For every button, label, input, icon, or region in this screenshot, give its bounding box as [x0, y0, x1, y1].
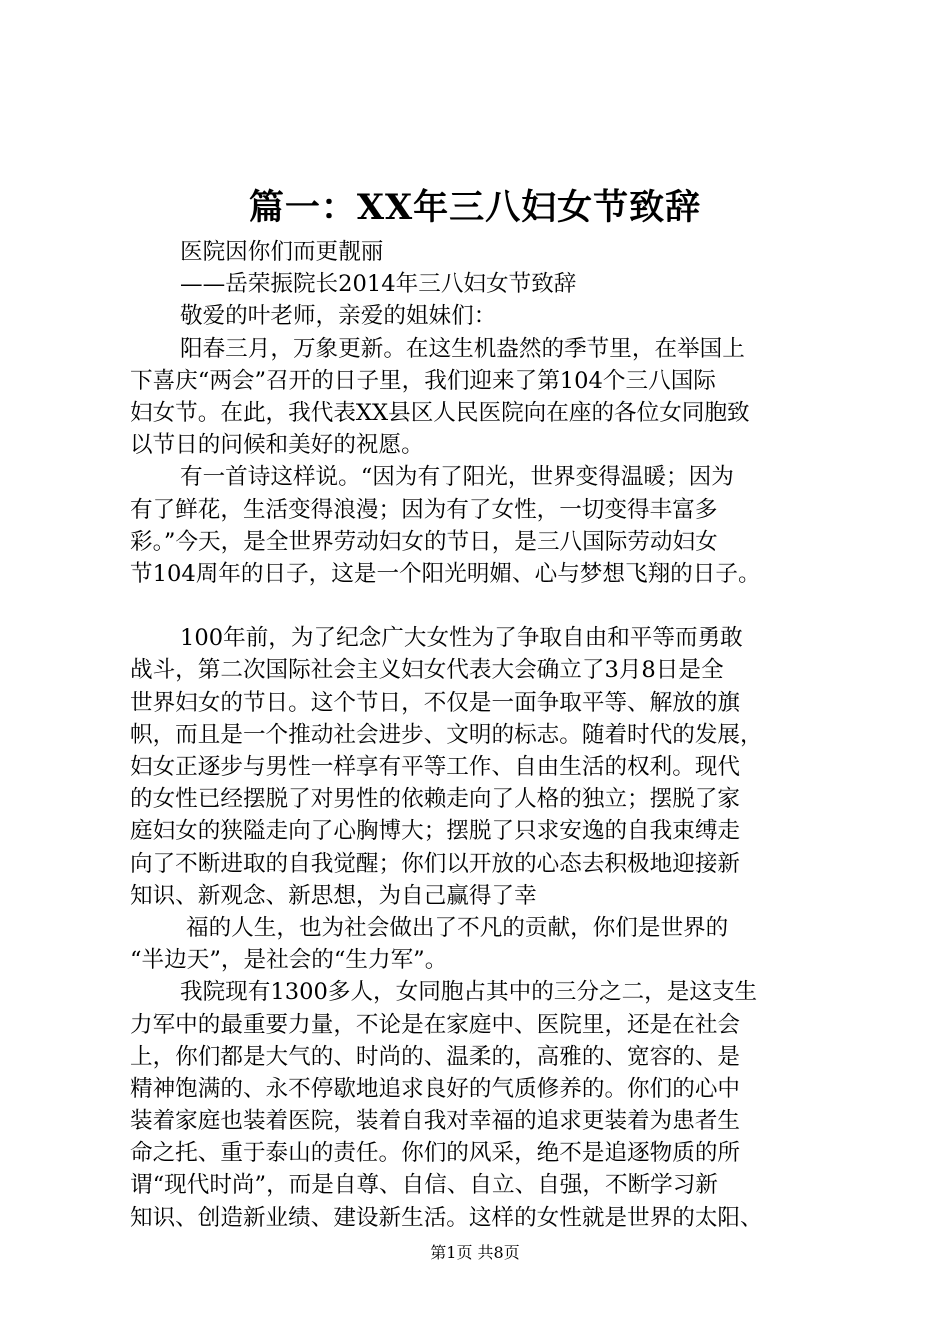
paragraph-line: 下喜庆“两会”召开的日子里，我们迎来了第104个三八国际: [130, 367, 716, 394]
salutation-line: 敬爱的叶老师，亲爱的姐妹们：: [180, 303, 497, 330]
paragraph-line: 命之托、重于泰山的责任。你们的风采，绝不是追逐物质的所: [130, 1140, 741, 1167]
paragraph-line: 100年前，为了纪念广大女性为了争取自由和平等而勇敢: [180, 625, 743, 652]
paragraph-line: 节104周年的日子，这是一个阳光明媚、心与梦想飞翔的日子。: [130, 560, 761, 587]
paragraph-line: 谓“现代时尚”，而是自尊、自信、自立、自强，不断学习新: [130, 1172, 718, 1199]
subtitle-line: 医院因你们而更靓丽: [180, 239, 384, 265]
paragraph-line: 向了不断进取的自我觉醒；你们以开放的心态去积极地迎接新: [130, 850, 741, 877]
paragraph-line: 我院现有1300多人，女同胞占其中的三分之二，是这支生: [180, 979, 758, 1006]
paragraph-line: 阳春三月，万象更新。在这生机盎然的季节里，在举国上: [180, 335, 745, 362]
blank-line: [130, 590, 846, 622]
paragraph-line: 福的人生，也为社会做出了不凡的贡献，你们是世界的: [186, 914, 729, 941]
paragraph-line: 精神饱满的、永不停歇地追求良好的气质修养的。你们的心中: [130, 1075, 741, 1102]
paragraph-line: 战斗，第二次国际社会主义妇女代表大会确立了3月8日是全: [130, 657, 724, 684]
paragraph-line: 知识、新观念、新思想，为自己赢得了幸: [130, 882, 537, 909]
paragraph-line: 妇女正逐步与男性一样享有平等工作、自由生活的权利。现代: [130, 754, 741, 780]
paragraph-line: 帜，而且是一个推动社会进步、文明的标志。随着时代的发展，: [130, 721, 763, 748]
document-body: [130, 236, 846, 1234]
paragraph-line: 知识、创造新业绩、建设新生活。这样的女性就是世界的太阳、: [130, 1204, 763, 1231]
attribution-line: ——岳荣振院长2014年三八妇女节致辞: [180, 271, 577, 298]
paragraph-line: 世界妇女的节日。这个节日，不仅是一面争取平等、解放的旗: [130, 689, 741, 716]
paragraph-line: 有了鲜花，生活变得浪漫；因为有了女性，一切变得丰富多: [130, 496, 718, 523]
page-footer: 第1页 共8页: [430, 1243, 520, 1262]
paragraph-line: 妇女节。在此，我代表XX县区人民医院向在座的各位女同胞致: [130, 399, 750, 426]
paragraph-line: “半边天”，是社会的“生力军”。: [130, 947, 448, 974]
paragraph-line: 装着家庭也装着医院，装着自我对幸福的追求更装着为患者生: [130, 1108, 741, 1135]
paragraph-line: 力军中的最重要力量，不论是在家庭中、医院里，还是在社会: [130, 1011, 741, 1038]
paragraph-line: 有一首诗这样说。“因为有了阳光，世界变得温暖；因为: [180, 464, 734, 491]
paragraph-line: 以节日的问候和美好的祝愿。: [130, 432, 424, 459]
paragraph-line: 上，你们都是大气的、时尚的、温柔的，高雅的、宽容的、是: [130, 1043, 741, 1070]
document-title: 篇一：XX年三八妇女节致辞: [248, 187, 702, 228]
paragraph-line: 彩。”今天，是全世界劳动妇女的节日，是三八国际劳动妇女: [130, 528, 718, 555]
paragraph-line: 庭妇女的狭隘走向了心胸博大；摆脱了只求安逸的自我束缚走: [130, 818, 741, 845]
paragraph-line: 的女性已经摆脱了对男性的依赖走向了人格的独立；摆脱了家: [130, 786, 741, 813]
